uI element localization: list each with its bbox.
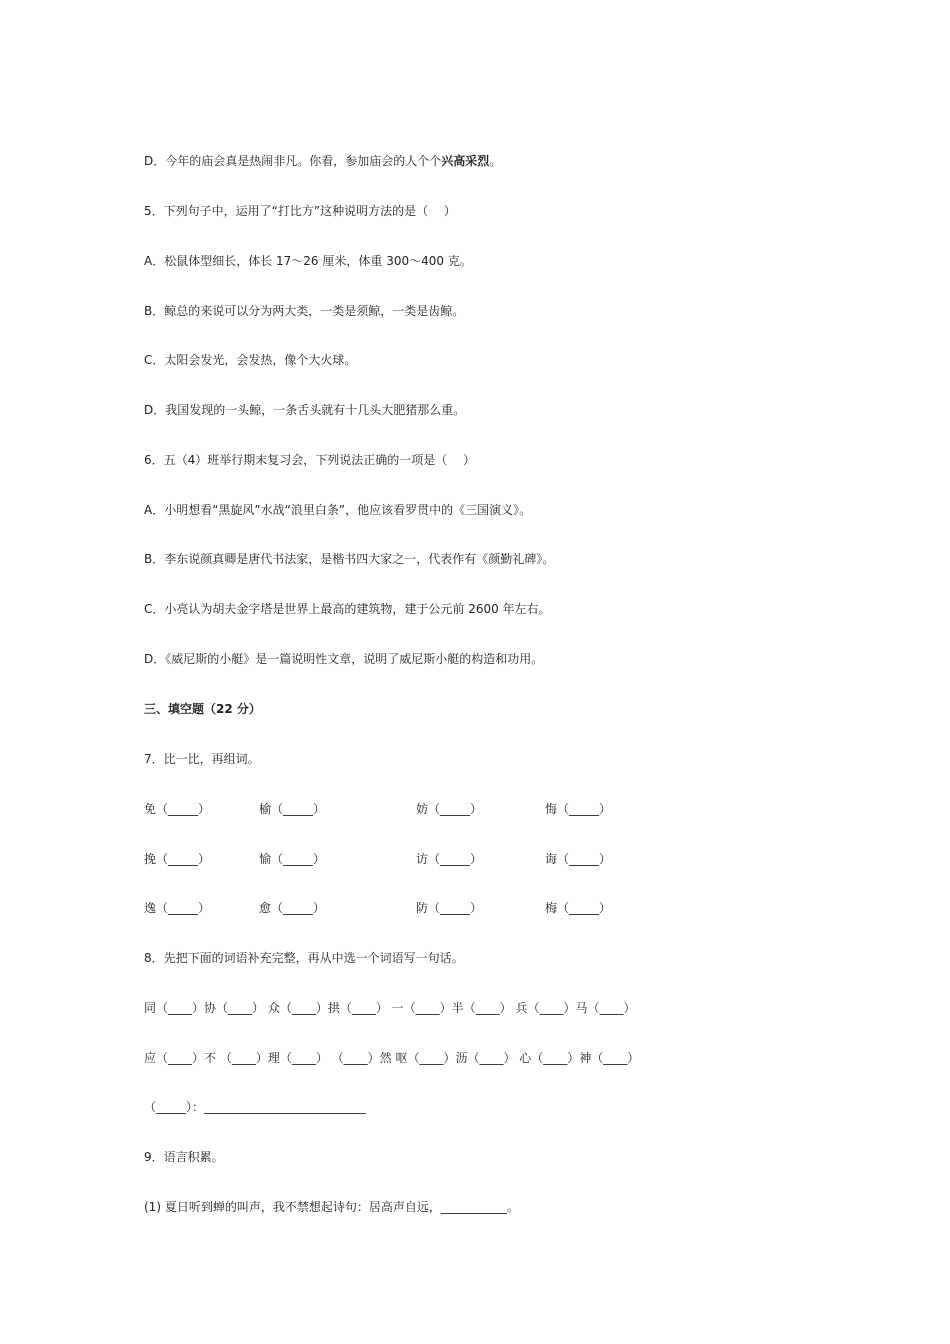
- q7-cell: 免（_____）: [144, 802, 211, 816]
- q7-cell: 梅（_____）: [545, 901, 612, 915]
- q7-stem: 7．比一比，再组词。: [144, 752, 260, 766]
- q8-row-2: 应（____）不 （____）理（____） （____）然 呕（____）沥（____） 心（____）神（____）: [144, 1051, 640, 1065]
- q7-cell: 榆（_____）: [259, 802, 326, 816]
- q7-cell: 悔（_____）: [545, 802, 612, 816]
- q6-stem: 6．五（4）班举行期末复习会，下列说法正确的一项是（ ）: [144, 453, 476, 467]
- q5-stem: 5．下列句子中，运用了“打比方”这种说明方法的是（ ）: [144, 204, 456, 218]
- q7-cell: 愉（_____）: [259, 852, 326, 866]
- q5-option-d: D．我国发现的一头鲸，一条舌头就有十几头大肥猪那么重。: [144, 403, 466, 417]
- q4-option-d-end: 。: [489, 154, 502, 168]
- q7-cell: 防（_____）: [416, 901, 483, 915]
- q9-item-1: (1) 夏日听到蝉的叫声，我不禁想起诗句：居高声自远，___________。: [144, 1200, 519, 1214]
- q7-cell: 妨（_____）: [416, 802, 483, 816]
- q7-cell: 逸（_____）: [144, 901, 211, 915]
- q6-option-b: B．李东说颜真卿是唐代书法家，是楷书四大家之一，代表作有《颜勤礼碑》。: [144, 552, 555, 566]
- section-heading: 三、填空题（22 分）: [144, 702, 261, 716]
- q8-row-1: 同（____）协（____） 众（____）拱（____） 一（____）半（____） 兵（____）马（____）: [144, 1001, 636, 1015]
- q9-stem: 9．语言积累。: [144, 1150, 224, 1164]
- q6-option-a: A．小明想看“黑旋风”水战“浪里白条”，他应该看罗贯中的《三国演义》。: [144, 503, 532, 517]
- q7-cell: 访（_____）: [416, 852, 483, 866]
- q7-cell: 诲（_____）: [545, 852, 612, 866]
- q7-cell: 愈（_____）: [259, 901, 326, 915]
- q8-stem: 8．先把下面的词语补充完整，再从中选一个词语写一句话。: [144, 951, 464, 965]
- q8-sentence-line: （_____）：___________________________: [144, 1100, 367, 1114]
- q5-option-c: C．太阳会发光，会发热，像个大火球。: [144, 353, 357, 367]
- q5-option-a: A．松鼠体型细长，体长 17～26 厘米，体重 300～400 克。: [144, 254, 472, 268]
- q4-option-d-bold: 兴高采烈: [441, 154, 490, 168]
- q7-cell: 挽（_____）: [144, 852, 211, 866]
- q6-option-d: D．《威尼斯的小艇》是一篇说明性文章，说明了威尼斯小艇的构造和功用。: [144, 652, 544, 666]
- q4-option-d: [144, 153, 501, 169]
- q5-option-b: B．鲸总的来说可以分为两大类，一类是须鲸，一类是齿鲸。: [144, 304, 465, 318]
- q6-option-c: C．小亮认为胡夫金字塔是世界上最高的建筑物，建于公元前 2600 年左右。: [144, 602, 551, 616]
- q4-option-d-text: D．今年的庙会真是热闹非凡。你看，参加庙会的人个个: [144, 154, 442, 168]
